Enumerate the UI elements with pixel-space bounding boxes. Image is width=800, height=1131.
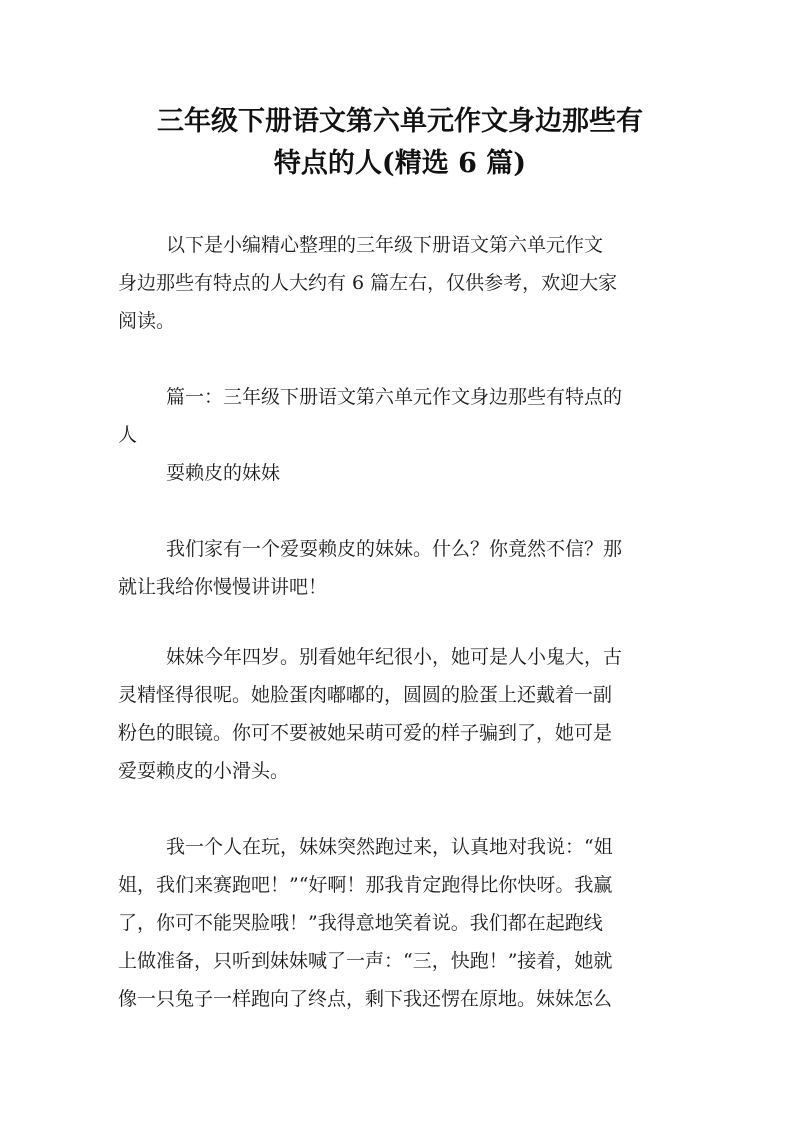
para3-line-1: 我一个人在玩，妹妹突然跑过来，认真地对我说：“姐 (166, 836, 613, 858)
para2-line-1: 妹妹今年四岁。别看她年纪很小，她可是人小鬼大，古 (166, 646, 623, 668)
section1-subtitle: 耍赖皮的妹妹 (166, 462, 281, 484)
document-title-line-2: 特点的人(精选 6 篇) (273, 148, 527, 179)
section1-heading-line-1: 篇一：三年级下册语文第六单元作文身边那些有特点的 (166, 386, 623, 408)
intro-line-2: 身边那些有特点的人大约有 6 篇左右，仅供参考，欢迎大家 (118, 272, 618, 294)
intro-line-1: 以下是小编精心整理的三年级下册语文第六单元作文 (166, 234, 604, 256)
para1-line-2: 就让我给你慢慢讲讲吧！ (118, 576, 328, 598)
intro-line-3: 阅读。 (118, 310, 176, 332)
section1-heading-line-2: 人 (118, 424, 138, 446)
para2-line-3: 粉色的眼镜。你可不要被她呆萌可爱的样子骗到了，她可是 (118, 722, 613, 744)
para2-line-2: 灵精怪得很呢。她脸蛋肉嘟嘟的，圆圆的脸蛋上还戴着一副 (118, 684, 613, 706)
para3-line-3: 了，你可不能哭脸哦！”我得意地笑着说。我们都在起跑线 (118, 912, 603, 934)
para1-line-1: 我们家有一个爱耍赖皮的妹妹。什么？你竟然不信？那 (166, 538, 623, 560)
para3-line-2: 姐，我们来赛跑吧！”“好啊！那我肯定跑得比你快呀。我赢 (118, 874, 613, 896)
document-title-line-1: 三年级下册语文第六单元作文身边那些有 (157, 106, 643, 137)
para2-line-4: 爱耍赖皮的小滑头。 (118, 760, 290, 782)
para3-line-4: 上做准备，只听到妹妹喊了一声：“三，快跑！”接着，她就 (118, 950, 613, 972)
para3-line-5: 像一只兔子一样跑向了终点，剩下我还愣在原地。妹妹怎么 (118, 988, 613, 1010)
